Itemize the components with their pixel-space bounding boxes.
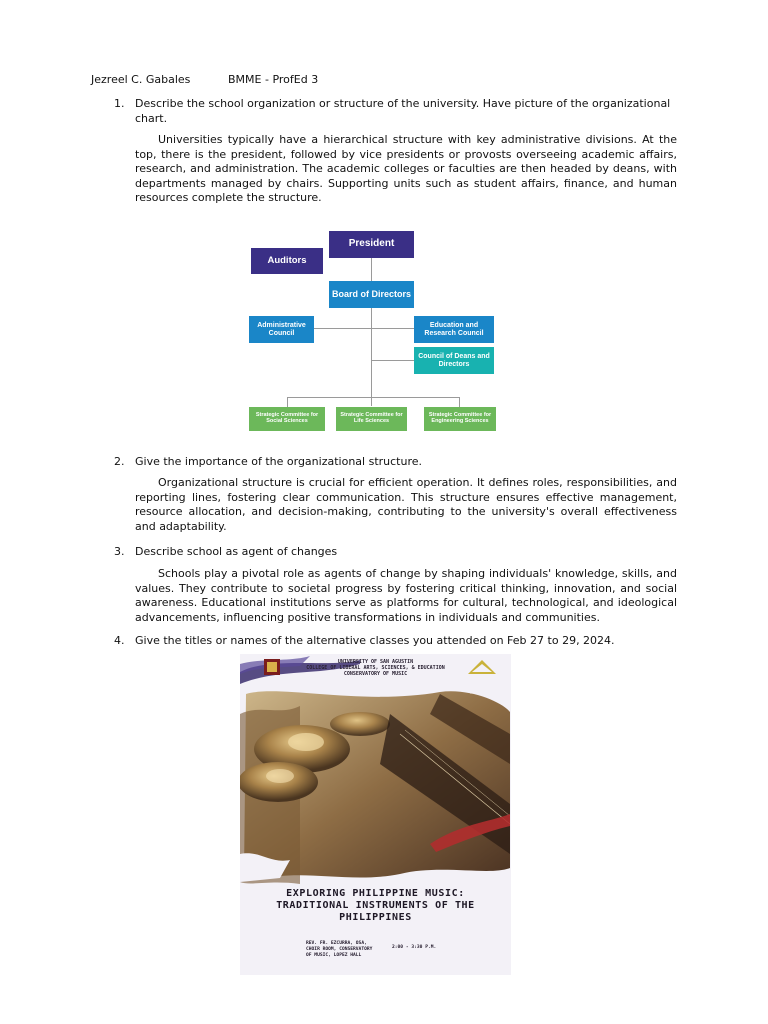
chart-connector-c1	[287, 397, 288, 407]
poster-time: 2:00 - 3:30 P.M.	[392, 945, 437, 950]
poster-venue: REV. FR. EZCURRA, OSA, CHOIR ROOM, CONSERVATORY OF MUSIC, LOPEZ HALL	[306, 941, 373, 958]
question-text: Give the titles or names of the alternative classes you attended on Feb 27 to 29, 2024.	[135, 634, 615, 647]
answer-3: Schools play a pivotal role as agents of change by shaping individuals' knowledge, skills, and values. They contribute to societal progress by fostering critical thinking, innovation, and social awareness. Educational institutions serve as platforms for cultural, technological, and ideological advancements, influencing positive transformations in individuals and communities.	[135, 567, 677, 624]
poster-conservatory: CONSERVATORY OF MUSIC	[343, 671, 408, 677]
poster-university: UNIVERSITY OF SAN AGUSTIN	[337, 659, 414, 665]
poster-title: EXPLORING PHILIPPINE MUSIC: TRADITIONAL INSTRUMENTS OF THE PHILIPPINES	[276, 888, 475, 923]
council-of-deans-box: Council of Deans and Directors	[414, 347, 494, 374]
question-2	[114, 454, 680, 469]
committee-life-sciences-box: Strategic Committee for Life Sciences	[336, 407, 407, 431]
question-number: 2.	[114, 455, 125, 468]
question-number: 4.	[114, 634, 125, 647]
chart-connector-deans	[371, 360, 414, 361]
question-number: 3.	[114, 545, 125, 558]
administrative-council-box: Administrative Council	[249, 316, 314, 343]
org-chart	[244, 227, 510, 437]
chart-connector-c3	[459, 397, 460, 407]
poster-college: COLLEGE OF LIBERAL ARTS, SCIENCES, & EDUCATION	[306, 665, 445, 671]
question-text: Give the importance of the organizational structure.	[135, 455, 422, 468]
committee-social-sciences-box: Strategic Committee for Social Sciences	[249, 407, 325, 431]
document-header	[91, 73, 319, 86]
committee-engineering-sciences-box: Strategic Committee for Engineering Sciences	[424, 407, 496, 431]
question-3	[114, 544, 680, 559]
question-number: 1.	[114, 97, 125, 110]
answer-2: Organizational structure is crucial for efficient operation. It defines roles, responsibilities, and reporting lines, fostering clear communication. This structure ensures effective management, resource allocation, and decision-making, contributing to the university's overall effectiveness and adaptability.	[135, 476, 677, 533]
course-label: BMME - ProfEd 3	[228, 73, 319, 86]
president-box: President	[329, 231, 414, 258]
chart-connector-committees	[287, 397, 459, 398]
auditors-box: Auditors	[251, 248, 323, 274]
question-text: Describe school as agent of changes	[135, 545, 338, 558]
student-name: Jezreel C. Gabales	[91, 73, 191, 86]
question-text: Describe the school organization or structure of the university. Have picture of the organizational chart.	[135, 97, 671, 125]
event-poster	[240, 654, 511, 975]
question-4	[114, 633, 680, 648]
question-1	[114, 96, 680, 126]
answer-1: Universities typically have a hierarchical structure with key administrative divisions. At the top, there is the president, followed by vice presidents or provosts overseeing academic affairs, research, and administration. The academic colleges or faculties are then headed by deans, with departments managed by chairs. Supporting units such as student affairs, finance, and human resources complete the structure.	[135, 133, 677, 205]
chart-connector-councils	[314, 328, 414, 329]
board-of-directors-box: Board of Directors	[329, 281, 414, 308]
poster-artwork	[240, 654, 511, 975]
education-research-council-box: Education and Research Council	[414, 316, 494, 343]
poster-institution	[280, 659, 471, 677]
